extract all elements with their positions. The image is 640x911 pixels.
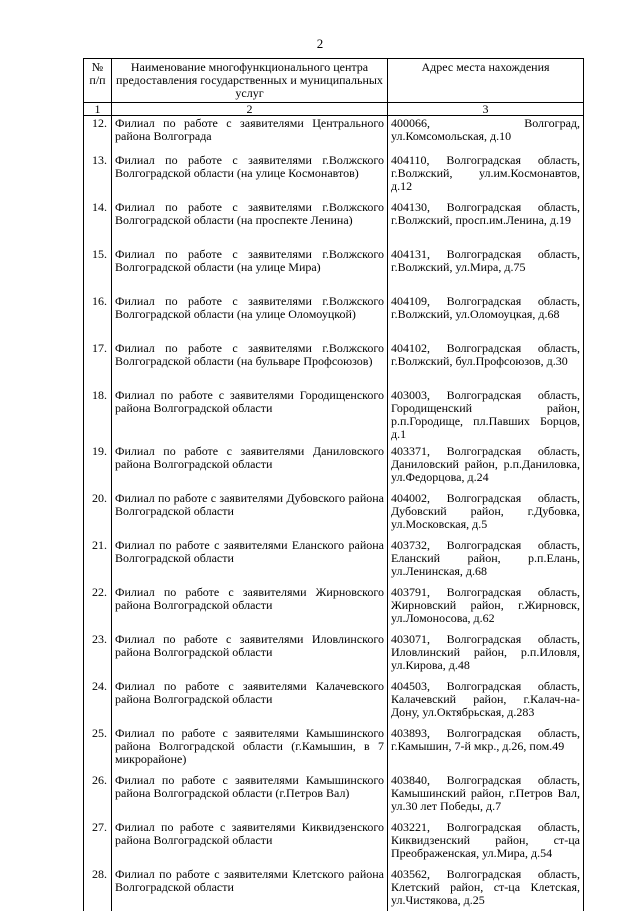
center-name: Филиал по работе с заявителями Киквидзенского района Волгоградской области [112, 817, 388, 864]
row-number: 14. [84, 197, 112, 244]
center-address: 403562, Волгоградская область, Клетский район, ст-ца Клетская, ул.Чистякова, д.25 [388, 864, 584, 911]
table-row [84, 385, 584, 441]
header-number: № п/п [84, 59, 112, 103]
center-name: Филиал по работе с заявителями Городищенского района Волгоградской области [112, 385, 388, 441]
center-name: Филиал по работе с заявителями Жирновского района Волгоградской области [112, 582, 388, 629]
center-address: 400066, Волгоград, ул.Комсомольская, д.10 [388, 116, 584, 151]
table-row [84, 116, 584, 151]
center-name: Филиал по работе с заявителями Камышинского района Волгоградской области (г.Петров Вал) [112, 770, 388, 817]
center-address: 403371, Волгоградская область, Даниловский район, р.п.Даниловка, ул.Федорцова, д.24 [388, 441, 584, 488]
center-name: Филиал по работе с заявителями Даниловского района Волгоградской области [112, 441, 388, 488]
row-number: 12. [84, 116, 112, 151]
center-address: 403840, Волгоградская область, Камышинский район, г.Петров Вал, ул.30 лет Победы, д.7 [388, 770, 584, 817]
column-index-row [84, 103, 584, 116]
center-name: Филиал по работе с заявителями г.Волжского Волгоградской области (на улице Космонавтов) [112, 150, 388, 197]
row-number: 18. [84, 385, 112, 441]
table-row [84, 770, 584, 817]
column-index-2: 2 [112, 103, 388, 116]
header-address: Адрес места нахождения [388, 59, 584, 103]
center-name: Филиал по работе с заявителями Дубовского района Волгоградской области [112, 488, 388, 535]
table-row [84, 723, 584, 770]
row-number: 16. [84, 291, 112, 338]
center-address: 403003, Волгоградская область, Городищенский район, р.п.Городище, пл.Павших Борцов, д.1 [388, 385, 584, 441]
center-address: 404130, Волгоградская область, г.Волжский, просп.им.Ленина, д.19 [388, 197, 584, 244]
row-number: 28. [84, 864, 112, 911]
center-name: Филиал по работе с заявителями г.Волжского Волгоградской области (на улице Мира) [112, 244, 388, 291]
row-number: 13. [84, 150, 112, 197]
center-name: Филиал по работе с заявителями Калачевского района Волгоградской области [112, 676, 388, 723]
row-number: 20. [84, 488, 112, 535]
table-row [84, 291, 584, 338]
column-index-3: 3 [388, 103, 584, 116]
table-row [84, 676, 584, 723]
table-row [84, 629, 584, 676]
table-row [84, 197, 584, 244]
center-address: 403893, Волгоградская область, г.Камышин, 7-й мкр., д.26, пом.49 [388, 723, 584, 770]
table-row [84, 441, 584, 488]
row-number: 17. [84, 338, 112, 385]
center-address: 404102, Волгоградская область, г.Волжский, бул.Профсоюзов, д.30 [388, 338, 584, 385]
center-name: Филиал по работе с заявителями г.Волжского Волгоградской области (на проспекте Ленина) [112, 197, 388, 244]
center-address: 404110, Волгоградская область, г.Волжский, ул.им.Космонавтов, д.12 [388, 150, 584, 197]
center-address: 403791, Волгоградская область, Жирновский район, г.Жирновск, ул.Ломоносова, д.62 [388, 582, 584, 629]
center-name: Филиал по работе с заявителями г.Волжского Волгоградской области (на бульваре Профсоюзов) [112, 338, 388, 385]
center-address: 403221, Волгоградская область, Киквидзенский район, ст-ца Преображенская, ул.Мира, д.54 [388, 817, 584, 864]
row-number: 21. [84, 535, 112, 582]
row-number: 25. [84, 723, 112, 770]
table-header-row [84, 59, 584, 103]
center-address: 403071, Волгоградская область, Иловлинский район, р.п.Иловля, ул.Кирова, д.48 [388, 629, 584, 676]
column-index-1: 1 [84, 103, 112, 116]
table-row [84, 488, 584, 535]
center-address: 404131, Волгоградская область, г.Волжский, ул.Мира, д.75 [388, 244, 584, 291]
table-body [84, 116, 584, 911]
row-number: 22. [84, 582, 112, 629]
center-name: Филиал по работе с заявителями Клетского района Волгоградской области [112, 864, 388, 911]
mfc-branches-table [83, 58, 584, 911]
row-number: 15. [84, 244, 112, 291]
table-row [84, 150, 584, 197]
center-address: 404002, Волгоградская область, Дубовский район, г.Дубовка, ул.Московская, д.5 [388, 488, 584, 535]
row-number: 27. [84, 817, 112, 864]
center-address: 404109, Волгоградская область, г.Волжский, ул.Оломоуцкая, д.68 [388, 291, 584, 338]
table-row [84, 864, 584, 911]
center-name: Филиал по работе с заявителями г.Волжского Волгоградской области (на улице Оломоуцкой) [112, 291, 388, 338]
row-number: 24. [84, 676, 112, 723]
center-address: 404503, Волгоградская область, Калачевский район, г.Калач-на-Дону, ул.Октябрьская, д.283 [388, 676, 584, 723]
center-name: Филиал по работе с заявителями Центрального района Волгограда [112, 116, 388, 151]
page-number: 2 [0, 36, 640, 52]
row-number: 26. [84, 770, 112, 817]
table-row [84, 338, 584, 385]
row-number: 19. [84, 441, 112, 488]
table-row [84, 817, 584, 864]
header-center-name: Наименование многофункционального центра предоставления государственных и муниципальных услуг [112, 59, 388, 103]
table-row [84, 582, 584, 629]
center-address: 403732, Волгоградская область, Еланский район, р.п.Елань, ул.Ленинская, д.68 [388, 535, 584, 582]
center-name: Филиал по работе с заявителями Иловлинского района Волгоградской области [112, 629, 388, 676]
row-number: 23. [84, 629, 112, 676]
table-row [84, 244, 584, 291]
center-name: Филиал по работе с заявителями Еланского района Волгоградской области [112, 535, 388, 582]
table-row [84, 535, 584, 582]
center-name: Филиал по работе с заявителями Камышинского района Волгоградской области (г.Камышин, в 7 микрорайоне) [112, 723, 388, 770]
